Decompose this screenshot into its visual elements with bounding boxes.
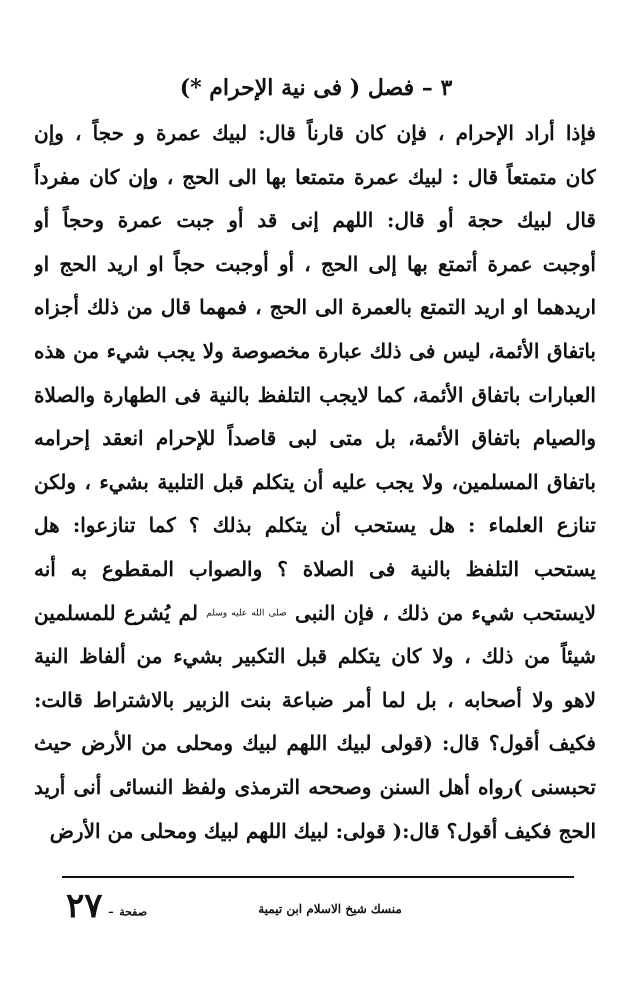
text-line-12-end: لم يُشرع للمسلمين — [34, 600, 198, 625]
text-line-6: باتفاق الأئمة، ليس فى ذلك عبارة مخصوصة ولا يجب شيء من هذه — [34, 338, 596, 363]
text-line-12-start: لايستحب شيء من ذلك ، فإن النبى — [295, 600, 596, 625]
text-line-5: اريدهما او اريد التمتع بالعمرة الى الحج ، فمهما قال من ذلك أجزاه — [34, 295, 596, 320]
text-line-4: أوجبت عمرة أتمتع بها إلى الحج ، أو أوجبت حجاً او اريد الحج او — [34, 251, 596, 276]
page-dash: – — [108, 905, 114, 919]
section-heading: ٣ – فصل ( فى نية الإحرام *) — [179, 75, 453, 101]
body-text — [34, 112, 596, 853]
page-word: صفحة — [119, 905, 148, 919]
text-line-15: فكيف أقول؟ قال: (قولى لبيك اللهم لبيك ومحلى من الأرض حيث — [34, 731, 596, 756]
text-line-12 — [34, 592, 596, 636]
page-number: ٢٧ — [66, 886, 103, 926]
text-line-10: تنازع العلماء : هل يستحب أن يتكلم بذلك ؟ كما تنازعوا: هل — [34, 513, 596, 538]
text-line-16: تحبسنى )رواه أهل السنن وصححه الترمذى ولفظ النسائى أنى أريد — [34, 774, 596, 799]
footer-book-title: منسك شيخ الاسلام ابن تيمية — [258, 902, 402, 916]
text-line-9: باتفاق المسلمين، ولا يجب عليه أن يتكلم قبل التلبية بشيء ، ولكن — [34, 469, 596, 494]
text-line-13: شيئاً من ذلك ، ولا كان يتكلم قبل التكبير بشيء من ألفاظ النية — [34, 644, 596, 669]
footer-page-label — [66, 886, 147, 933]
text-line-3: قال لبيك حجة أو قال: اللهم إنى قد أو جبت عمرة وحجاً أو — [34, 208, 596, 233]
text-line-14: لاهو ولا أصحابه ، بل لما أمر ضباعة بنت الزبير بالاشتراط قالت: — [34, 687, 596, 712]
text-line-2: كان متمتعاً قال : لبيك عمرة متمتعا بها الى الحج ، وإن كان مفرداً — [34, 164, 596, 189]
text-line-1: فإذا أراد الإحرام ، فإن كان قارناً قال: لبيك عمرة و حجاً ، وإن — [34, 121, 596, 145]
salutation-mark: صلى الله عليه وسلم — [206, 608, 287, 619]
text-line-11: يستحب التلفظ بالنية فى الصلاة ؟ والصواب المقطوع به أنه — [34, 556, 596, 581]
footer-divider — [62, 876, 574, 878]
text-line-7: العبارات باتفاق الأئمة، كما لايجب التلفظ بالنية فى الطهارة والصلاة — [34, 382, 596, 407]
text-line-8: والصيام باتفاق الأئمة، بل متى لبى قاصداً للإحرام انعقد إحرامه — [34, 426, 596, 451]
text-line-17: الحج فكيف أقول؟ قال:( قولى: لبيك اللهم لبيك ومحلى من الأرض — [49, 818, 596, 843]
